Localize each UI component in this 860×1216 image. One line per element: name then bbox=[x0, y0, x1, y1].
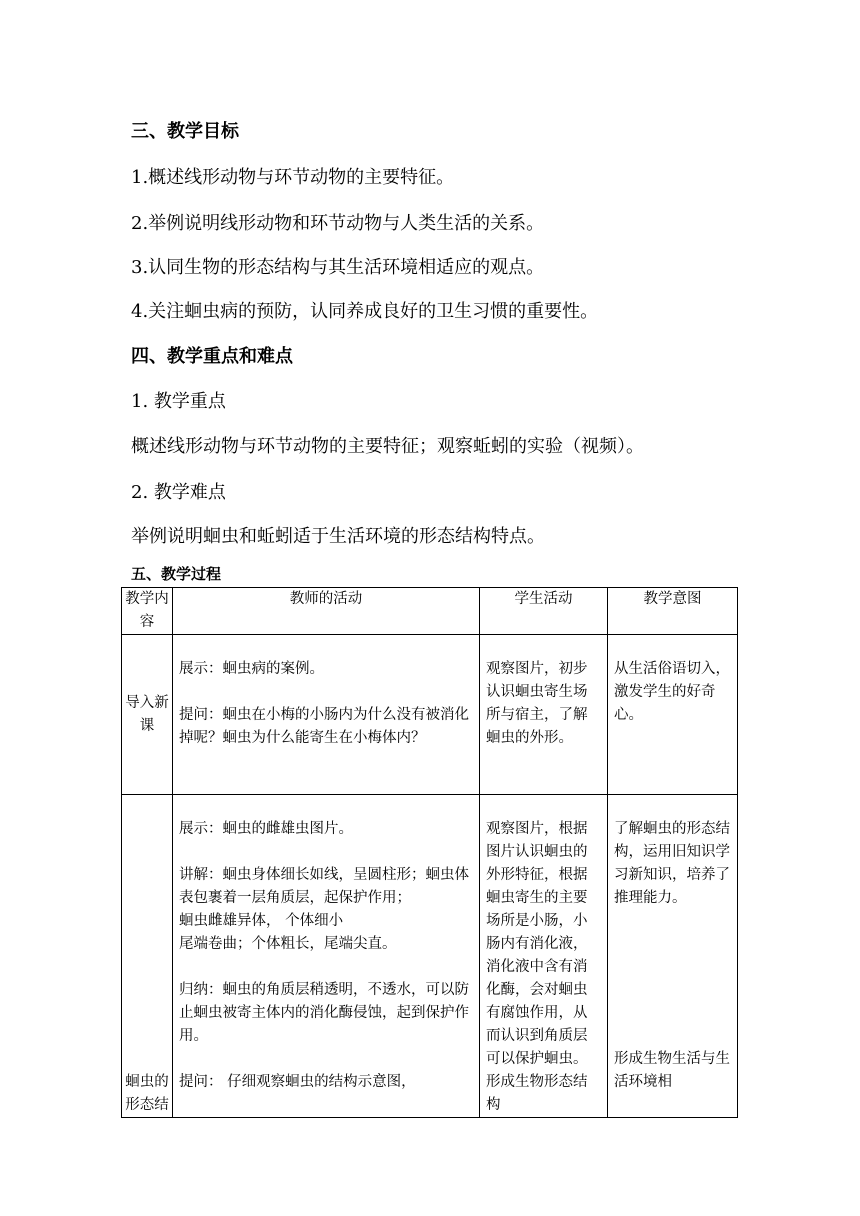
section-4-title: 四、教学重点和难点 bbox=[131, 346, 293, 367]
row1-teacher-1: 展示：蛔虫病的案例。 bbox=[179, 661, 324, 677]
row2-teacher-1: 展示：蛔虫的雌雄虫图片。 bbox=[179, 821, 353, 837]
row2-teacher-3: 蛔虫雌雄异体， 个体细小 bbox=[179, 913, 344, 929]
row2-intent-2: 形成生物生活与生活环境相 bbox=[614, 1051, 730, 1090]
objective-1: 1.概述线形动物与环节动物的主要特征。 bbox=[131, 167, 455, 188]
objective-4: 4.关注蛔虫病的预防，认同养成良好的卫生习惯的重要性。 bbox=[131, 301, 599, 322]
row1-teacher-2: 提问：蛔虫在小梅的小肠内为什么没有被消化掉呢？蛔虫为什么能寄生在小梅体内？ bbox=[179, 707, 469, 746]
table-row bbox=[122, 635, 738, 795]
difficulty-text: 举例说明蛔虫和蚯蚓适于生活环境的形态结构特点。 bbox=[131, 526, 545, 547]
row2-teacher-5: 归纳：蛔虫的角质层稍透明，不透水，可以防止蛔虫被寄主体内的消化酶侵蚀，起到保护作用。 bbox=[179, 982, 469, 1044]
table-header-row bbox=[122, 588, 738, 635]
row2-teacher-4: 尾端卷曲；个体粗长，尾端尖直。 bbox=[179, 936, 397, 952]
row2-intent bbox=[608, 795, 738, 1118]
row1-intent: 从生活俗语切入，激发学生的好奇心。 bbox=[608, 635, 738, 795]
focus-label: 1. 教学重点 bbox=[131, 391, 226, 412]
header-teacher: 教师的活动 bbox=[173, 588, 480, 635]
header-student: 学生活动 bbox=[480, 588, 608, 635]
row2-teacher-6: 提问： 仔细观察蛔虫的结构示意图， bbox=[179, 1074, 416, 1090]
row2-intent-1: 了解蛔虫的形态结构，运用旧知识学习新知识，培养了推理能力。 bbox=[614, 821, 730, 906]
difficulty-label: 2. 教学难点 bbox=[131, 482, 226, 503]
header-content: 教学内容 bbox=[122, 588, 173, 635]
row1-content: 导入新课 bbox=[122, 635, 173, 795]
section-5-title: 五、教学过程 bbox=[131, 565, 222, 583]
row1-student: 观察图片，初步认识蛔虫寄生场所与宿主，了解蛔虫的外形。 bbox=[480, 635, 608, 795]
header-intent: 教学意图 bbox=[608, 588, 738, 635]
objective-3: 3.认同生物的形态结构与其生活环境相适应的观点。 bbox=[131, 257, 545, 278]
row2-teacher bbox=[173, 795, 480, 1118]
section-3-title: 三、教学目标 bbox=[131, 121, 239, 142]
table-row bbox=[122, 795, 738, 1118]
row2-content: 蛔虫的形态结 bbox=[122, 795, 173, 1118]
focus-text: 概述线形动物与环节动物的主要特征；观察蚯蚓的实验（视频）。 bbox=[131, 436, 644, 457]
objective-2: 2.举例说明线形动物和环节动物与人类生活的关系。 bbox=[131, 213, 545, 234]
teaching-process-table bbox=[121, 587, 738, 1118]
row2-student: 观察图片，根据图片认识蛔虫的外形特征，根据蛔虫寄生的主要场所是小肠，小肠内有消化液，消化液中含有消化酶，会对蛔虫有腐蚀作用，从而认识到角质层可以保护蛔虫。形成生物形态结构 bbox=[480, 795, 608, 1118]
row2-teacher-2: 讲解：蛔虫身体细长如线，呈圆柱形；蛔虫体表包裹着一层角质层，起保护作用； bbox=[179, 867, 469, 906]
row1-teacher bbox=[173, 635, 480, 795]
